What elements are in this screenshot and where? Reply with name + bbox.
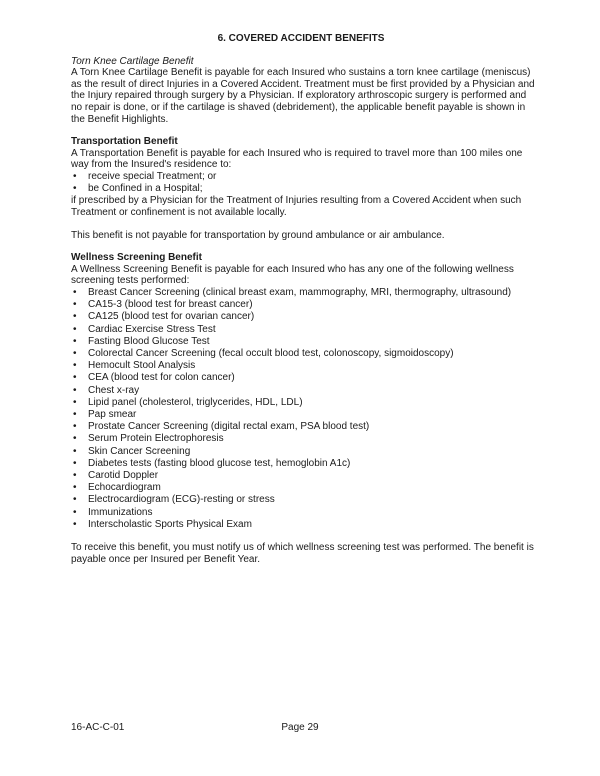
text-line: A Wellness Screening Benefit is payable for each Insured who has any one of the following wellness	[71, 263, 514, 275]
bullet-item: • Carotid Doppler	[71, 470, 531, 482]
section-torn-knee	[71, 55, 535, 126]
bullet-item: • be Confined in a Hospital;	[71, 183, 531, 195]
bullet-item: • Echocardiogram	[71, 482, 531, 494]
bullet-item: • Chest x-ray	[71, 385, 531, 397]
section-heading-torn-knee: Torn Knee Cartilage Benefit	[71, 55, 194, 67]
text-line: if prescribed by a Physician for the Treatment of Injuries resulting from a Covered Accident when such	[71, 195, 522, 207]
bullet-item: • Interscholastic Sports Physical Exam	[71, 519, 531, 531]
bullet-item: • Fasting Blood Glucose Test	[71, 336, 531, 348]
wellness-tests-list	[71, 287, 531, 531]
bullet-item: • CA15-3 (blood test for breast cancer)	[71, 299, 531, 311]
bullet-item: • Skin Cancer Screening	[71, 446, 531, 458]
bullet-item: • Breast Cancer Screening (clinical breast exam, mammography, MRI, thermography, ultrasound)	[71, 287, 531, 299]
text-line: A Torn Knee Cartilage Benefit is payable for each Insured who sustains a torn knee cartilage (meniscus)	[71, 67, 531, 79]
wellness-closing-paragraph	[71, 541, 534, 565]
text-line: payable once per Insured per Benefit Year.	[71, 553, 261, 565]
bullet-item: • Electrocardiogram (ECG)-resting or stress	[71, 494, 531, 506]
footer-form-number: 16-AC-C-01	[71, 722, 125, 733]
text-line: To receive this benefit, you must notify us of which wellness screening test was performed. The benefit is	[71, 541, 534, 553]
bullet-item: • Serum Protein Electrophoresis	[71, 433, 531, 445]
transportation-condition-paragraph	[71, 195, 531, 218]
bullet-item: • CEA (blood test for colon cancer)	[71, 372, 531, 384]
page-footer	[0, 722, 600, 734]
text-line: no repair is done, or if the cartilage is shaved (debridement), the applicable benefit payable is shown in	[71, 101, 526, 113]
bullet-item: • Cardiac Exercise Stress Test	[71, 324, 531, 336]
bullet-item: • receive special Treatment; or	[71, 171, 531, 183]
bullet-item: • Prostate Cancer Screening (digital rectal exam, PSA blood test)	[71, 421, 531, 433]
wellness-intro-paragraph	[71, 264, 531, 287]
section-heading-transportation: Transportation Benefit	[71, 136, 178, 148]
text-line: way from the Insured's residence to:	[71, 159, 232, 171]
section-transportation	[71, 136, 531, 218]
text-line: A Transportation Benefit is payable for each Insured who is required to travel more than 100 miles one	[71, 147, 523, 159]
bullet-item: • Colorectal Cancer Screening (fecal occult blood test, colonoscopy, sigmoidoscopy)	[71, 348, 531, 360]
bullet-item: • Hemocult Stool Analysis	[71, 360, 531, 372]
section-wellness	[71, 252, 531, 287]
text-line: screening tests performed:	[71, 275, 190, 287]
transportation-bullet-list	[71, 171, 531, 195]
ambulance-note-paragraph	[71, 230, 531, 242]
text-line: the Benefit Highlights.	[71, 113, 169, 125]
bullet-item: • Immunizations	[71, 507, 531, 519]
footer-page-number: Page 29	[281, 722, 319, 733]
text-line: This benefit is not payable for transportation by ground ambulance or air ambulance.	[71, 229, 445, 241]
transportation-intro-paragraph	[71, 148, 531, 171]
page-title: 6. COVERED ACCIDENT BENEFITS	[217, 33, 385, 44]
bullet-item: • Pap smear	[71, 409, 531, 421]
bullet-item: • CA125 (blood test for ovarian cancer)	[71, 311, 531, 323]
torn-knee-paragraph	[71, 67, 535, 125]
text-line: as the result of direct Injuries in a Covered Accident. Treatment must be first provided by a Physician and	[71, 78, 535, 90]
bullet-item: • Lipid panel (cholesterol, triglycerides, HDL, LDL)	[71, 397, 531, 409]
bullet-item: • Diabetes tests (fasting blood glucose test, hemoglobin A1c)	[71, 458, 531, 470]
text-line: Treatment or confinement is not available locally.	[71, 206, 287, 218]
section-heading-wellness: Wellness Screening Benefit	[71, 252, 202, 264]
text-line: the Injury repaired through surgery by a Physician. If exploratory arthroscopic surgery is performed and	[71, 90, 527, 102]
